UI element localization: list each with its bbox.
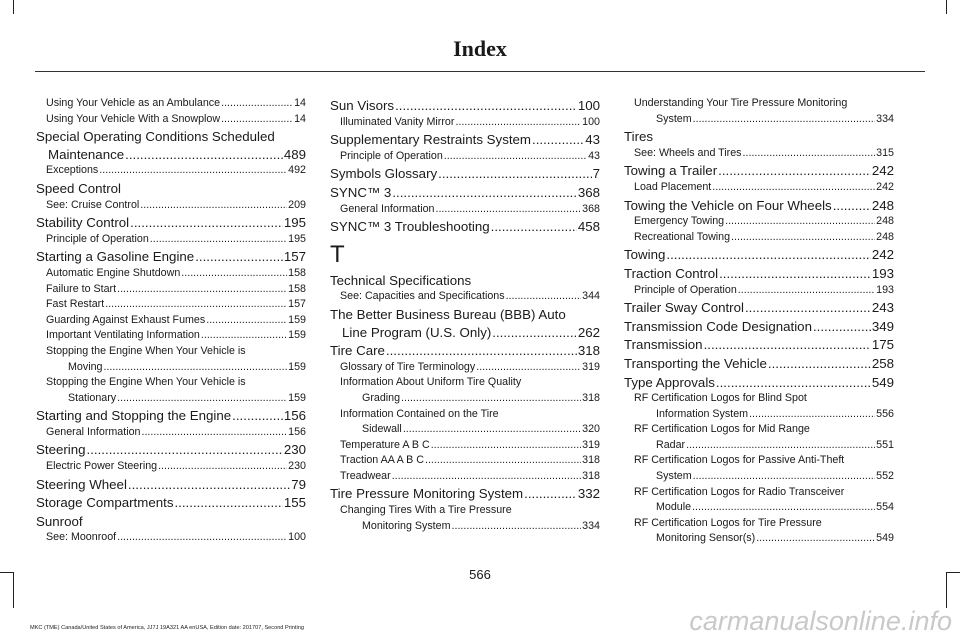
dot-leader: [392, 184, 576, 202]
index-subentry: [330, 115, 600, 131]
index-entry: [624, 355, 894, 373]
entry-text: Important Ventilating Information: [46, 329, 200, 342]
dot-leader: [158, 459, 287, 475]
entry-page: 318: [582, 391, 600, 404]
index-subentry: [330, 438, 600, 454]
index-subentry: [624, 230, 894, 246]
entry-page: 320: [582, 423, 600, 436]
dot-leader: [745, 299, 871, 317]
footer-edition-text: MKC (TME) Canada/United States of America, JJ7J 19A321 AA enUSA, Edition date: 201707, Second Printing: [30, 625, 304, 631]
entry-text: Failure to Start: [46, 282, 117, 295]
index-subentry: [36, 328, 306, 344]
entry-text-line1: RF Certification Logos for Mid Range: [634, 423, 810, 436]
entry-page: 158: [288, 266, 306, 279]
dot-leader: [99, 163, 287, 179]
entry-text: Transporting the Vehicle: [624, 355, 767, 371]
index-subentry: [330, 469, 600, 485]
dot-leader: [125, 146, 283, 164]
index-entry: [36, 441, 306, 459]
dot-leader: [506, 289, 582, 305]
dot-leader: [692, 500, 875, 516]
index-subentry: [624, 422, 894, 453]
entry-text: Illuminated Vanity Mirror: [340, 115, 455, 128]
index-heading: Speed Control: [36, 180, 122, 196]
entry-page: 248: [871, 197, 894, 213]
entry-text-line1: Information About Uniform Tire Quality: [340, 376, 522, 389]
entry-text: Maintenance: [48, 146, 125, 162]
entry-text-line1: Stopping the Engine When Your Vehicle is: [46, 344, 246, 357]
index-entry-line: [36, 146, 306, 164]
entry-page: 248: [876, 215, 894, 228]
entry-text: Using Your Vehicle as an Ambulance: [46, 97, 221, 109]
entry-text: Load Placement: [634, 180, 712, 193]
index-column-2-part-b: [330, 272, 600, 535]
index-entry: [624, 318, 894, 336]
entry-page: 458: [577, 219, 600, 235]
entry-page: 489: [283, 146, 306, 162]
index-subentry: [624, 516, 894, 547]
entry-text-line1: RF Certification Logos for Blind Spot: [634, 392, 807, 405]
dot-leader: [117, 391, 287, 407]
dot-leader: [452, 519, 582, 535]
dot-leader: [524, 485, 577, 503]
entry-text: Trailer Sway Control: [624, 300, 744, 316]
index-subentry: [330, 407, 600, 438]
entry-text: Traction Control: [624, 265, 719, 281]
index-entry: [330, 485, 600, 503]
entry-page: 368: [582, 202, 600, 215]
index-subentry: [36, 297, 306, 313]
entry-text: Transmission Code Designation: [624, 318, 812, 334]
entry-text: Sun Visors: [330, 98, 395, 113]
entry-page: 7: [592, 166, 600, 182]
dot-leader: [232, 407, 283, 425]
entry-text: Symbols Glossary: [330, 166, 438, 182]
index-column-2-part-a: [330, 97, 600, 236]
index-subentry: [36, 163, 306, 179]
dot-leader: [150, 232, 287, 248]
dot-leader: [181, 266, 287, 282]
entry-text: See: Cruise Control: [46, 198, 140, 211]
dot-leader: [725, 214, 875, 230]
index-subentry: [330, 503, 600, 534]
index-entry-line: [634, 531, 894, 547]
index-heading: Sunroof: [36, 513, 83, 529]
entry-text: Tire Pressure Monitoring System: [330, 486, 524, 502]
index-entry: [330, 306, 600, 341]
index-subentry: [330, 202, 600, 218]
index-subentry: [624, 453, 894, 484]
entry-text: Type Approvals: [624, 374, 715, 390]
entry-text: SYNC™ 3: [330, 184, 392, 200]
index-subentry: [36, 112, 306, 128]
entry-page: 318: [582, 454, 600, 467]
entry-page: 319: [582, 360, 600, 373]
index-subentry: [36, 232, 306, 248]
index-subentry: [624, 391, 894, 422]
entry-page: 159: [288, 329, 306, 342]
entry-text: Principle of Operation: [340, 149, 443, 162]
entry-page: 318: [582, 469, 600, 482]
entry-text: General Information: [340, 202, 435, 215]
index-entry: [624, 246, 894, 264]
entry-page: 492: [288, 164, 306, 177]
dot-leader: [392, 469, 581, 485]
entry-text: Principle of Operation: [46, 232, 149, 245]
entry-page: 258: [871, 355, 894, 371]
entry-text: Monitoring Sensor(s): [656, 532, 756, 545]
index-subentry: [36, 530, 306, 546]
dot-leader: [492, 324, 577, 342]
index-entry: [330, 165, 600, 183]
dot-leader: [221, 96, 293, 112]
entry-page: 100: [577, 98, 600, 113]
dot-leader: [749, 407, 875, 423]
index-subentry: [330, 453, 600, 469]
entry-text: Towing the Vehicle on Four Wheels: [624, 197, 832, 213]
index-column-3: [624, 96, 894, 547]
page-title: Index: [453, 36, 507, 61]
dot-leader: [738, 283, 875, 299]
entry-text: See: Moonroof: [46, 531, 117, 544]
dot-leader: [141, 425, 287, 441]
index-entry-line: [634, 112, 894, 128]
index-entry: [330, 184, 600, 202]
dot-leader: [395, 97, 577, 115]
dot-leader: [756, 531, 875, 547]
dot-leader: [103, 360, 287, 376]
entry-text: Electric Power Steering: [46, 460, 158, 473]
dot-leader: [532, 131, 584, 149]
dot-leader: [117, 282, 287, 298]
entry-text: Monitoring System: [362, 519, 451, 532]
crop-mark-top-left: [13, 0, 15, 14]
entry-page: 318: [577, 343, 600, 359]
entry-text: Grading: [362, 391, 401, 404]
index-entry-line: [634, 438, 894, 454]
watermark: carmanualsonline.info: [689, 606, 952, 636]
index-entry: [330, 131, 600, 149]
index-entry: [330, 342, 600, 360]
dot-leader: [201, 328, 287, 344]
entry-text: Glossary of Tire Terminology: [340, 360, 476, 373]
entry-page: 156: [283, 408, 306, 424]
entry-page: 157: [283, 249, 306, 265]
index-subentry: [624, 96, 894, 127]
entry-text-line1: RF Certification Logos for Tire Pressure: [634, 516, 822, 529]
entry-page: 319: [582, 438, 600, 451]
index-subentry: [36, 344, 306, 375]
index-heading: Tires: [624, 129, 654, 145]
index-entry-line: [46, 360, 306, 376]
dot-leader: [174, 494, 282, 512]
index-subentry: [36, 198, 306, 214]
index-subentry: [330, 360, 600, 376]
index-subentry: [36, 375, 306, 406]
entry-page: 157: [288, 298, 306, 311]
entry-page: 175: [871, 337, 894, 353]
index-subentry: [624, 180, 894, 196]
entry-text: Towing: [624, 247, 666, 263]
entry-text: System: [656, 470, 692, 483]
index-entry: [624, 299, 894, 317]
index-subentry: [624, 283, 894, 299]
entry-text-line1: Stopping the Engine When Your Vehicle is: [46, 376, 246, 389]
entry-text: Storage Compartments: [36, 495, 174, 511]
entry-text: Starting and Stopping the Engine: [36, 408, 232, 424]
index-subentry: [36, 459, 306, 475]
entry-page: 43: [588, 149, 600, 162]
entry-text: Line Program (U.S. Only): [342, 324, 492, 340]
entry-text-line1: Information Contained on the Tire: [340, 407, 499, 420]
entry-text: Towing a Trailer: [624, 163, 718, 179]
entry-page: 242: [871, 247, 894, 263]
title-divider: [35, 71, 925, 72]
index-subentry: [624, 485, 894, 516]
entry-text-line1: The Better Business Bureau (BBB) Auto: [330, 306, 566, 322]
index-entry-line: [340, 519, 600, 535]
index-entry: [36, 476, 306, 494]
entry-text: Steering: [36, 442, 86, 458]
entry-page: 262: [577, 324, 600, 340]
dot-leader: [833, 197, 871, 215]
entry-page: 549: [871, 374, 894, 390]
entry-page: 242: [876, 180, 894, 193]
index-subentry: [36, 266, 306, 282]
entry-text: Using Your Vehicle With a Snowplow: [46, 112, 221, 125]
index-entry-line: [340, 391, 600, 407]
entry-text: Radar: [656, 438, 686, 451]
entry-page: 155: [283, 495, 306, 511]
index-entry: [624, 162, 894, 180]
entry-text: Stability Control: [36, 215, 130, 231]
dot-leader: [438, 165, 591, 183]
dot-leader: [206, 313, 287, 329]
entry-page: 368: [577, 184, 600, 200]
entry-page: 159: [288, 360, 306, 373]
entry-page: 344: [582, 290, 600, 303]
dot-leader: [386, 342, 577, 360]
entry-text: Sidewall: [362, 423, 402, 436]
entry-page: 193: [876, 283, 894, 296]
index-entry: [624, 374, 894, 392]
index-column-1: [36, 96, 306, 546]
index-entry: [330, 218, 600, 236]
index-column-2: [330, 96, 600, 534]
dot-leader: [476, 360, 581, 376]
dot-leader: [686, 438, 875, 454]
dot-leader: [140, 198, 287, 214]
dot-leader: [491, 218, 577, 236]
entry-text: Recreational Towing: [634, 230, 731, 243]
entry-page: 556: [876, 407, 894, 420]
entry-text: Supplementary Restraints System: [330, 132, 532, 148]
entry-text: General Information: [46, 425, 141, 438]
index-entry: [36, 128, 306, 163]
index-subentry: [624, 146, 894, 162]
index-subentry: [36, 425, 306, 441]
entry-text: Tire Care: [330, 343, 385, 359]
entry-text: Starting a Gasoline Engine: [36, 249, 195, 265]
entry-text: Exceptions: [46, 164, 99, 177]
entry-text: Principle of Operation: [634, 283, 737, 296]
index-subentry: [36, 96, 306, 112]
entry-page: 156: [288, 425, 306, 438]
entry-page: 230: [283, 442, 306, 458]
entry-page: 14: [294, 112, 306, 125]
entry-text: Information System: [656, 407, 749, 420]
entry-page: 349: [871, 318, 894, 334]
index-entry-line: [634, 407, 894, 423]
index-entry: [624, 265, 894, 283]
index-subentry: [36, 313, 306, 329]
index-entry: [624, 336, 894, 354]
entry-text: Emergency Towing: [634, 215, 725, 228]
dot-leader: [403, 422, 581, 438]
index-entry-line: [340, 422, 600, 438]
entry-text: Traction AA A B C: [340, 454, 424, 467]
entry-text: Fast Restart: [46, 298, 105, 311]
entry-text: Transmission: [624, 337, 703, 353]
dot-leader: [704, 336, 871, 354]
dot-leader: [719, 265, 871, 283]
index-entry-line: [46, 391, 306, 407]
entry-page: 100: [582, 115, 600, 128]
entry-text: Stationary: [68, 391, 117, 404]
dot-leader: [105, 297, 287, 313]
dot-leader: [431, 438, 581, 454]
dot-leader: [425, 453, 581, 469]
index-entry: [330, 97, 600, 115]
entry-text-line1: Special Operating Conditions Scheduled: [36, 129, 275, 145]
entry-page: 248: [876, 230, 894, 243]
dot-leader: [666, 246, 870, 264]
entry-text: Guarding Against Exhaust Fumes: [46, 313, 206, 326]
entry-page: 195: [288, 232, 306, 245]
entry-page: 551: [876, 438, 894, 451]
entry-page: 243: [871, 300, 894, 316]
entry-page: 195: [283, 215, 306, 231]
entry-page: 209: [288, 198, 306, 211]
entry-text: See: Capacities and Specifications: [340, 290, 505, 303]
entry-page: 100: [288, 531, 306, 544]
entry-page: 159: [288, 313, 306, 326]
entry-text: Steering Wheel: [36, 476, 127, 492]
entry-page: 332: [577, 486, 600, 502]
entry-text: SYNC™ 3 Troubleshooting: [330, 219, 490, 235]
entry-page: 14: [294, 97, 306, 109]
index-entry-line: [634, 469, 894, 485]
entry-page: 554: [876, 501, 894, 514]
index-entry-line: [634, 500, 894, 516]
entry-text-line1: Understanding Your Tire Pressure Monitoring: [634, 97, 848, 109]
entry-text: See: Wheels and Tires: [634, 146, 742, 159]
dot-leader: [195, 248, 283, 266]
dot-leader: [87, 441, 283, 459]
dot-leader: [731, 230, 875, 246]
dot-leader: [718, 162, 871, 180]
entry-text: Temperature A B C: [340, 438, 430, 451]
dot-leader: [401, 391, 581, 407]
dot-leader: [221, 112, 293, 128]
dot-leader: [716, 374, 871, 392]
dot-leader: [435, 202, 581, 218]
index-subentry: [36, 282, 306, 298]
dot-leader: [768, 355, 871, 373]
entry-page: 158: [288, 282, 306, 295]
entry-text: System: [656, 112, 692, 125]
page-number: 566: [469, 567, 491, 582]
entry-text: Treadwear: [340, 469, 391, 482]
index-entry: [36, 494, 306, 512]
entry-text: Moving: [68, 360, 103, 373]
crop-mark-top-right: [945, 0, 947, 14]
section-letter-t: T: [330, 240, 345, 268]
entry-text-line1: Changing Tires With a Tire Pressure: [340, 504, 512, 517]
entry-page: 159: [288, 391, 306, 404]
entry-page: 79: [291, 476, 306, 492]
entry-page: 242: [871, 163, 894, 179]
index-subentry: [624, 214, 894, 230]
dot-leader: [693, 112, 876, 128]
entry-text-line1: RF Certification Logos for Radio Transceiver: [634, 485, 845, 498]
dot-leader: [693, 469, 876, 485]
entry-page: 230: [288, 460, 306, 473]
dot-leader: [743, 146, 876, 162]
dot-leader: [444, 149, 587, 165]
index-subentry: [330, 289, 600, 305]
entry-text: Automatic Engine Shutdown: [46, 266, 181, 279]
entry-page: 552: [876, 470, 894, 483]
index-subentry: [330, 375, 600, 406]
index-entry-line: [330, 324, 600, 342]
entry-page: 549: [876, 532, 894, 545]
index-entry: [624, 197, 894, 215]
entry-text: Module: [656, 501, 692, 514]
dot-leader: [117, 530, 287, 546]
index-entry: [36, 407, 306, 425]
dot-leader: [712, 180, 875, 196]
entry-page: 334: [582, 519, 600, 532]
index-entry: [36, 248, 306, 266]
entry-page: 334: [876, 112, 894, 125]
dot-leader: [455, 115, 581, 131]
entry-page: 193: [871, 265, 894, 281]
entry-page: 43: [585, 132, 600, 148]
dot-leader: [128, 476, 290, 494]
entry-page: 315: [876, 146, 894, 159]
entry-text-line1: RF Certification Logos for Passive Anti-Theft: [634, 454, 845, 467]
index-subentry: [330, 149, 600, 165]
dot-leader: [813, 318, 871, 336]
index-heading: Technical Specifications: [330, 272, 472, 288]
dot-leader: [130, 214, 283, 232]
index-entry: [36, 214, 306, 232]
